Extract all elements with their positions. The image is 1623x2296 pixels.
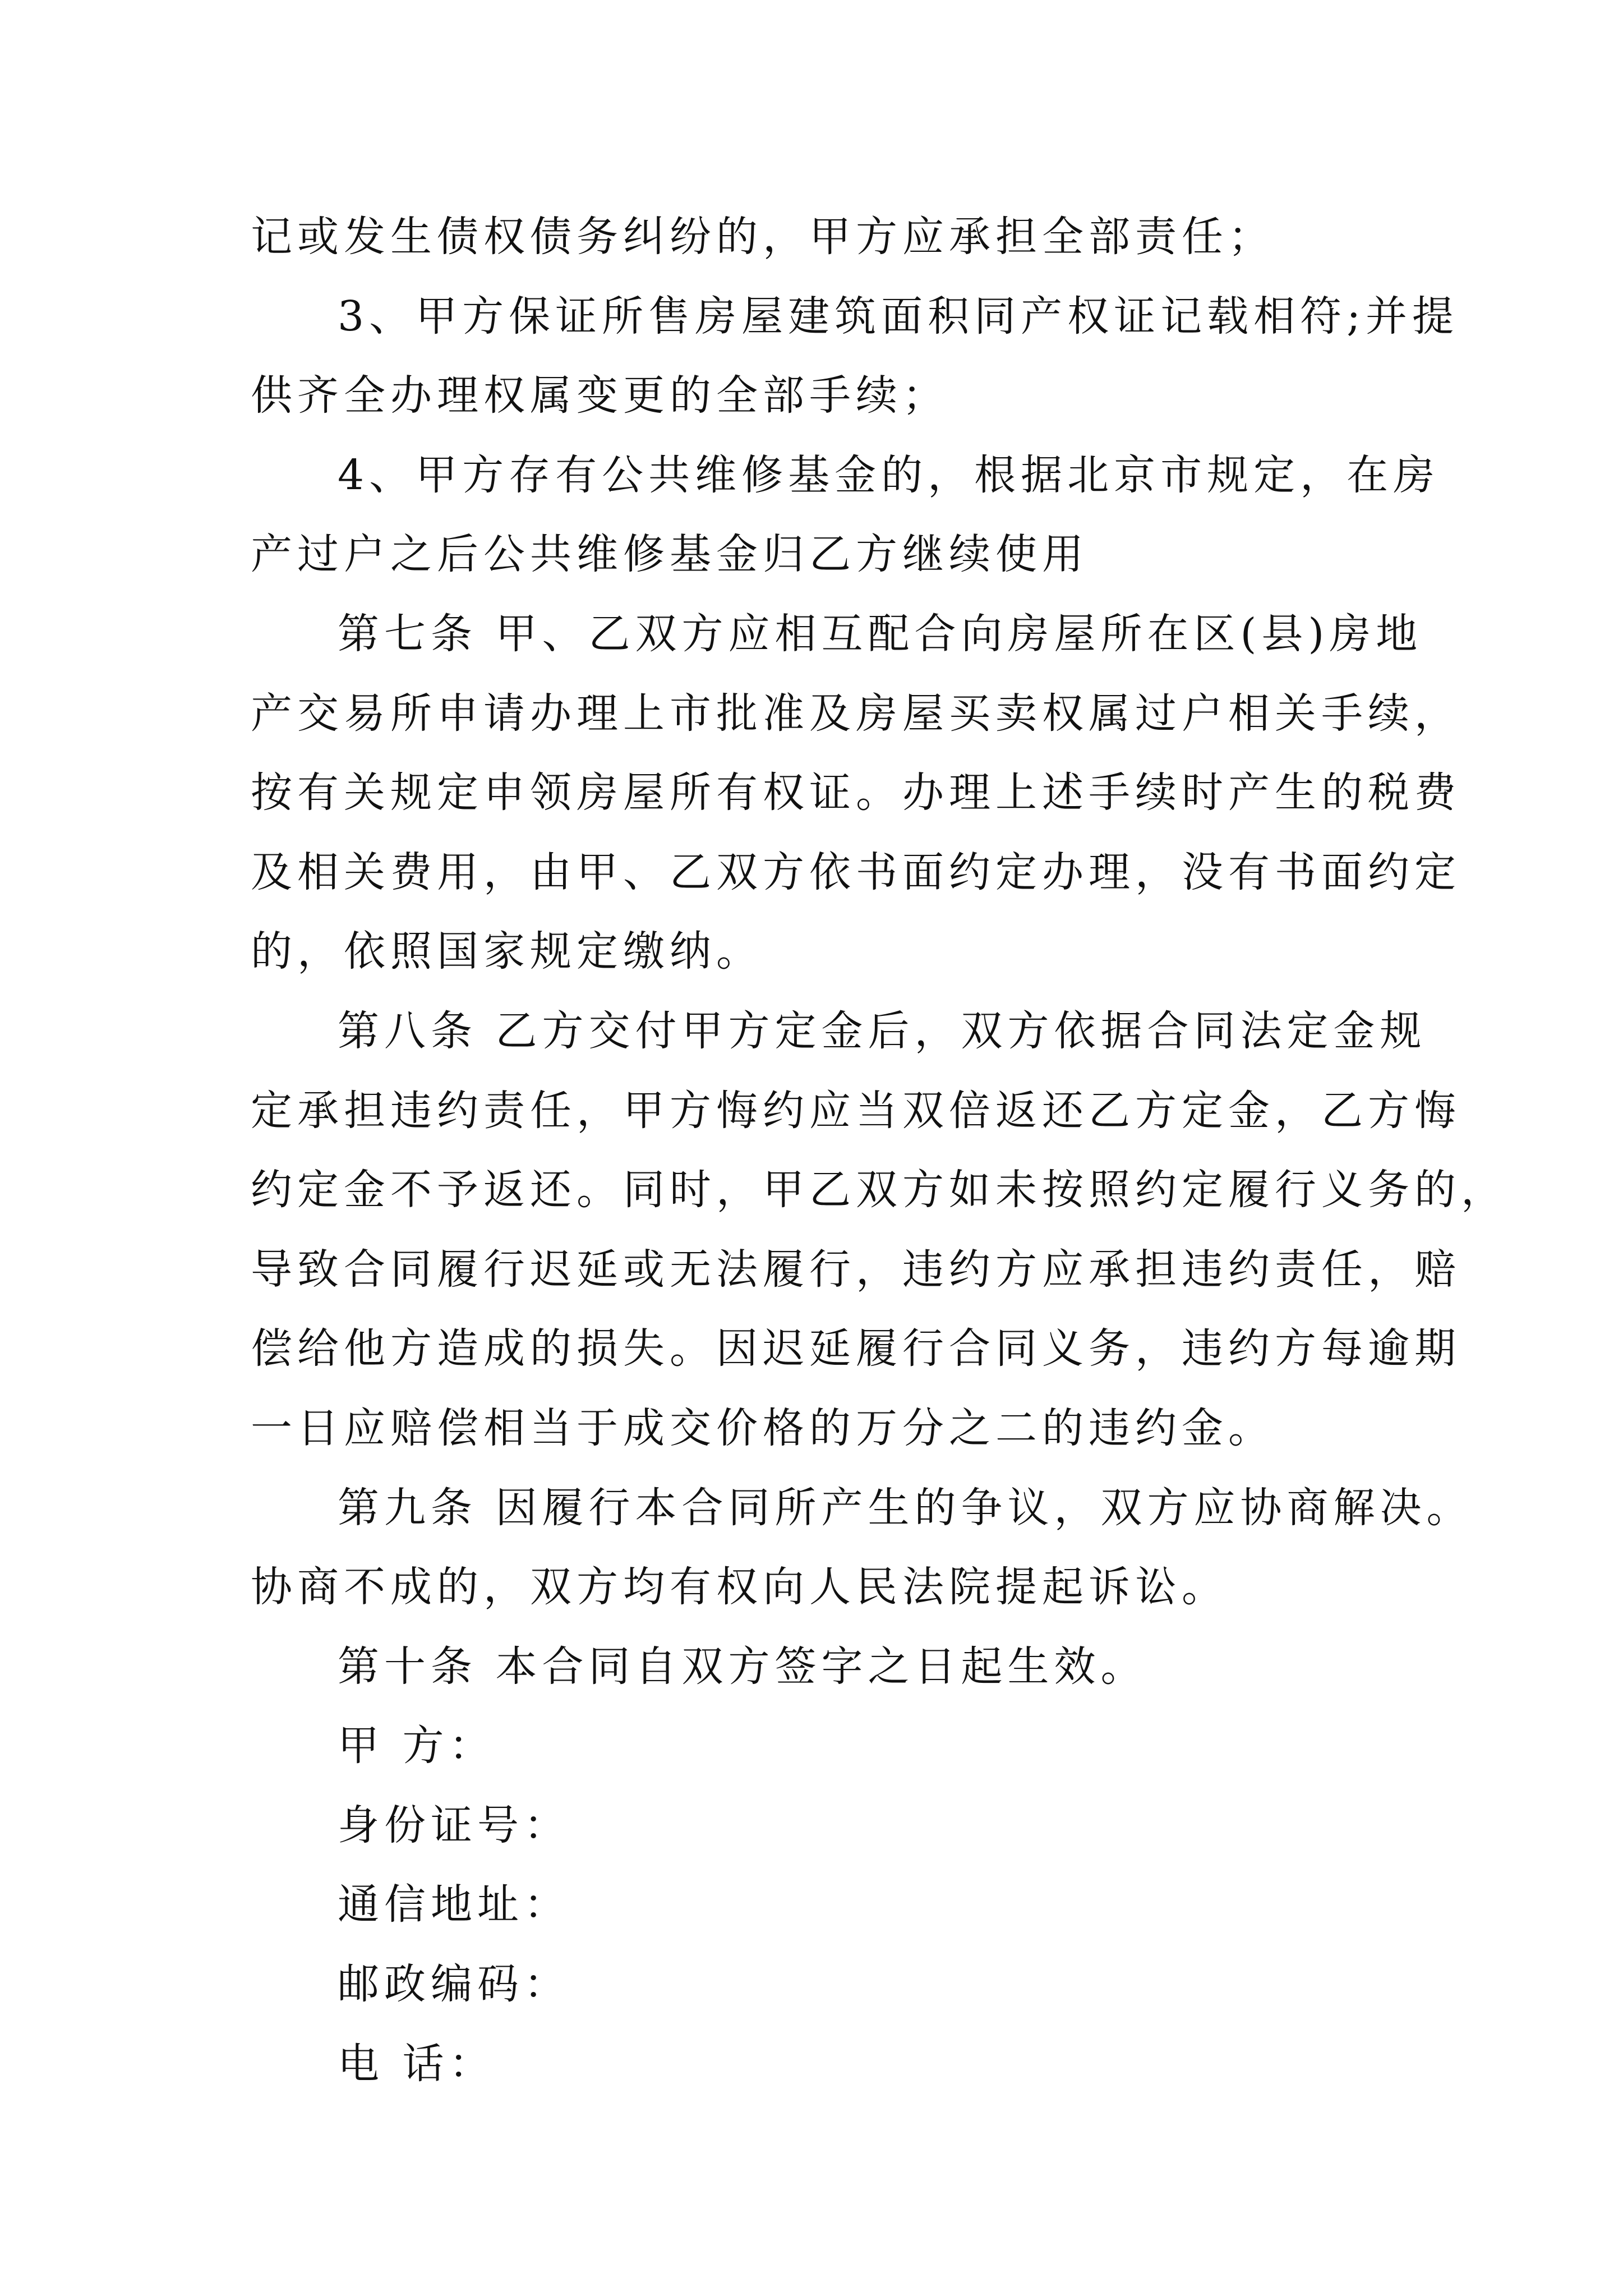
text-line: 记或发生债权债务纠纷的，甲方应承担全部责任； [251, 213, 1275, 261]
article-8-heading-line: 第八条 乙方交付甲方定金后，双方依据合同法定金规 [338, 1006, 1427, 1055]
article-7-heading-line: 第七条 甲、乙双方应相互配合向房屋所在区(县)房地 [338, 609, 1423, 658]
postal-code-label: 邮政编码： [338, 1960, 570, 2009]
text-line: 产过户之后公共维修基金归乙方继续使用 [251, 530, 1089, 579]
party-a-label: 甲 方： [338, 1722, 496, 1770]
text-line: 及相关费用，由甲、乙双方依书面约定办理，没有书面约定 [251, 848, 1461, 896]
text-line: 协商不成的，双方均有权向人民法院提起诉讼。 [251, 1563, 1228, 1612]
phone-label: 电 话： [338, 2039, 496, 2088]
text-line: 偿给他方造成的损失。因迟延履行合同义务，违约方每逾期 [251, 1324, 1461, 1373]
clause-6-item-4: 4、甲方存有公共维修基金的，根据北京市规定，在房 [338, 450, 1440, 499]
text-line: 一日应赔偿相当于成交价格的万分之二的违约金。 [251, 1404, 1275, 1452]
clause-6-item-3: 3、甲方保证所售房屋建筑面积同产权证记载相符;并提 [338, 292, 1459, 341]
text-line: 产交易所申请办理上市批准及房屋买卖权属过户相关手续， [251, 689, 1461, 738]
text-line: 的，依照国家规定缴纳。 [251, 927, 763, 976]
article-10-line: 第十条 本合同自双方签字之日起生效。 [338, 1642, 1147, 1691]
text-line: 按有关规定申领房屋所有权证。办理上述手续时产生的税费 [251, 769, 1461, 817]
text-line: 约定金不予返还。同时，甲乙双方如未按照约定履行义务的， [251, 1166, 1507, 1214]
text-line: 导致合同履行迟延或无法履行，违约方应承担违约责任，赔 [251, 1245, 1461, 1294]
text-line: 供齐全办理权属变更的全部手续； [251, 371, 949, 420]
mailing-address-label: 通信地址： [338, 1880, 570, 1929]
article-9-heading-line: 第九条 因履行本合同所产生的争议，双方应协商解决。 [338, 1483, 1473, 1532]
text-line: 定承担违约责任，甲方悔约应当双倍返还乙方定金，乙方悔 [251, 1086, 1461, 1135]
id-number-label: 身份证号： [338, 1801, 570, 1849]
contract-text-body [251, 197, 1507, 2104]
